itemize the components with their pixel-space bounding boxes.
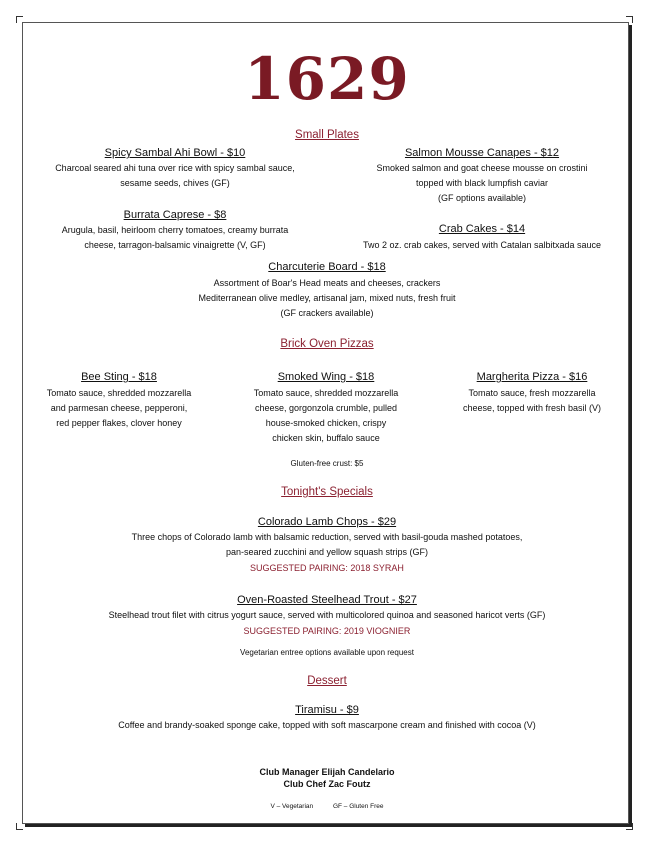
dish-title-margherita: Margherita Pizza - $16 [476, 371, 588, 383]
dish-title-tiramisu: Tiramisu - $9 [295, 704, 359, 716]
gluten-free-note: Gluten-free crust: $5 [290, 459, 364, 468]
pairing-lamb: SUGGESTED PAIRING: 2018 SYRAH [250, 563, 404, 573]
restaurant-logo: 1629 [244, 45, 410, 113]
dietary-legend [0, 804, 654, 811]
dish-desc-tiramisu: Coffee and brandy-soaked sponge cake, topped with soft mascarpone cream and finished with cocoa (V) [118, 720, 536, 730]
dish-title-bee-sting: Bee Sting - $18 [81, 371, 157, 383]
dish-desc-burrata: Arugula, basil, heirloom cherry tomatoes, creamy burrata cheese, tarragon-balsamic vinaigrette (V, GF) [61, 225, 289, 250]
crop-mark [626, 823, 633, 830]
dish-title-lamb: Colorado Lamb Chops - $29 [257, 516, 397, 528]
crop-mark [16, 16, 23, 23]
crop-mark [16, 823, 23, 830]
dish-title-crab: Crab Cakes - $14 [438, 223, 526, 235]
dish-title-smoked-wing: Smoked Wing - $18 [277, 371, 375, 383]
dish-desc-crab: Two 2 oz. crab cakes, served with Catalan salbitxada sauce [362, 240, 602, 250]
legend-vegetarian: V – Vegetarian [270, 803, 314, 810]
vegetarian-note: Vegetarian entree options available upon request [240, 648, 414, 657]
section-title-specials: Tonight's Specials [281, 486, 373, 498]
pairing-trout: SUGGESTED PAIRING: 2019 VIOGNIER [243, 626, 411, 636]
section-title-small-plates: Small Plates [295, 129, 359, 141]
section-title-dessert: Dessert [307, 675, 347, 687]
dish-desc-trout: Steelhead trout filet with citrus yogurt sauce, served with multicolored quinoa and seasoned haricot verts (GF) [108, 610, 546, 620]
dish-desc-ahi: Charcoal seared ahi tuna over rice with spicy sambal sauce, sesame seeds, chives (GF) [55, 163, 295, 188]
dish-title-salmon: Salmon Mousse Canapes - $12 [404, 147, 560, 159]
club-chef: Club Chef Zac Foutz [283, 779, 371, 789]
crop-mark [626, 16, 633, 23]
dish-title-ahi: Spicy Sambal Ahi Bowl - $10 [104, 147, 246, 159]
dish-title-burrata: Burrata Caprese - $8 [123, 209, 227, 221]
dish-desc-salmon: Smoked salmon and goat cheese mousse on crostini topped with black lumpfish caviar (GF options available) [376, 163, 588, 203]
dish-title-trout: Oven-Roasted Steelhead Trout - $27 [237, 594, 417, 606]
dish-desc-margherita: Tomato sauce, fresh mozzarella cheese, topped with fresh basil (V) [462, 388, 602, 413]
section-title-pizzas: Brick Oven Pizzas [280, 338, 374, 350]
dish-desc-charcuterie: Assortment of Boar's Head meats and cheeses, crackers Mediterranean olive medley, artisanal jam, mixed nuts, fresh fruit (GF crackers available) [198, 278, 456, 318]
legend-gluten-free: GF – Gluten Free [332, 803, 384, 810]
staff-signature [0, 766, 654, 790]
dish-title-charcuterie: Charcuterie Board - $18 [268, 261, 386, 273]
dish-desc-lamb: Three chops of Colorado lamb with balsamic reduction, served with basil-gouda mashed potatoes, pan-seared zucchini and yellow squash strips (GF) [131, 532, 523, 557]
dish-desc-smoked-wing: Tomato sauce, shredded mozzarella cheese, gorgonzola crumble, pulled house-smoked chicken, crispy chicken skin, buffalo sauce [253, 388, 399, 443]
dish-desc-bee-sting: Tomato sauce, shredded mozzarella and parmesan cheese, pepperoni, red pepper flakes, clover honey [46, 388, 192, 428]
club-manager: Club Manager Elijah Candelario [259, 767, 395, 777]
